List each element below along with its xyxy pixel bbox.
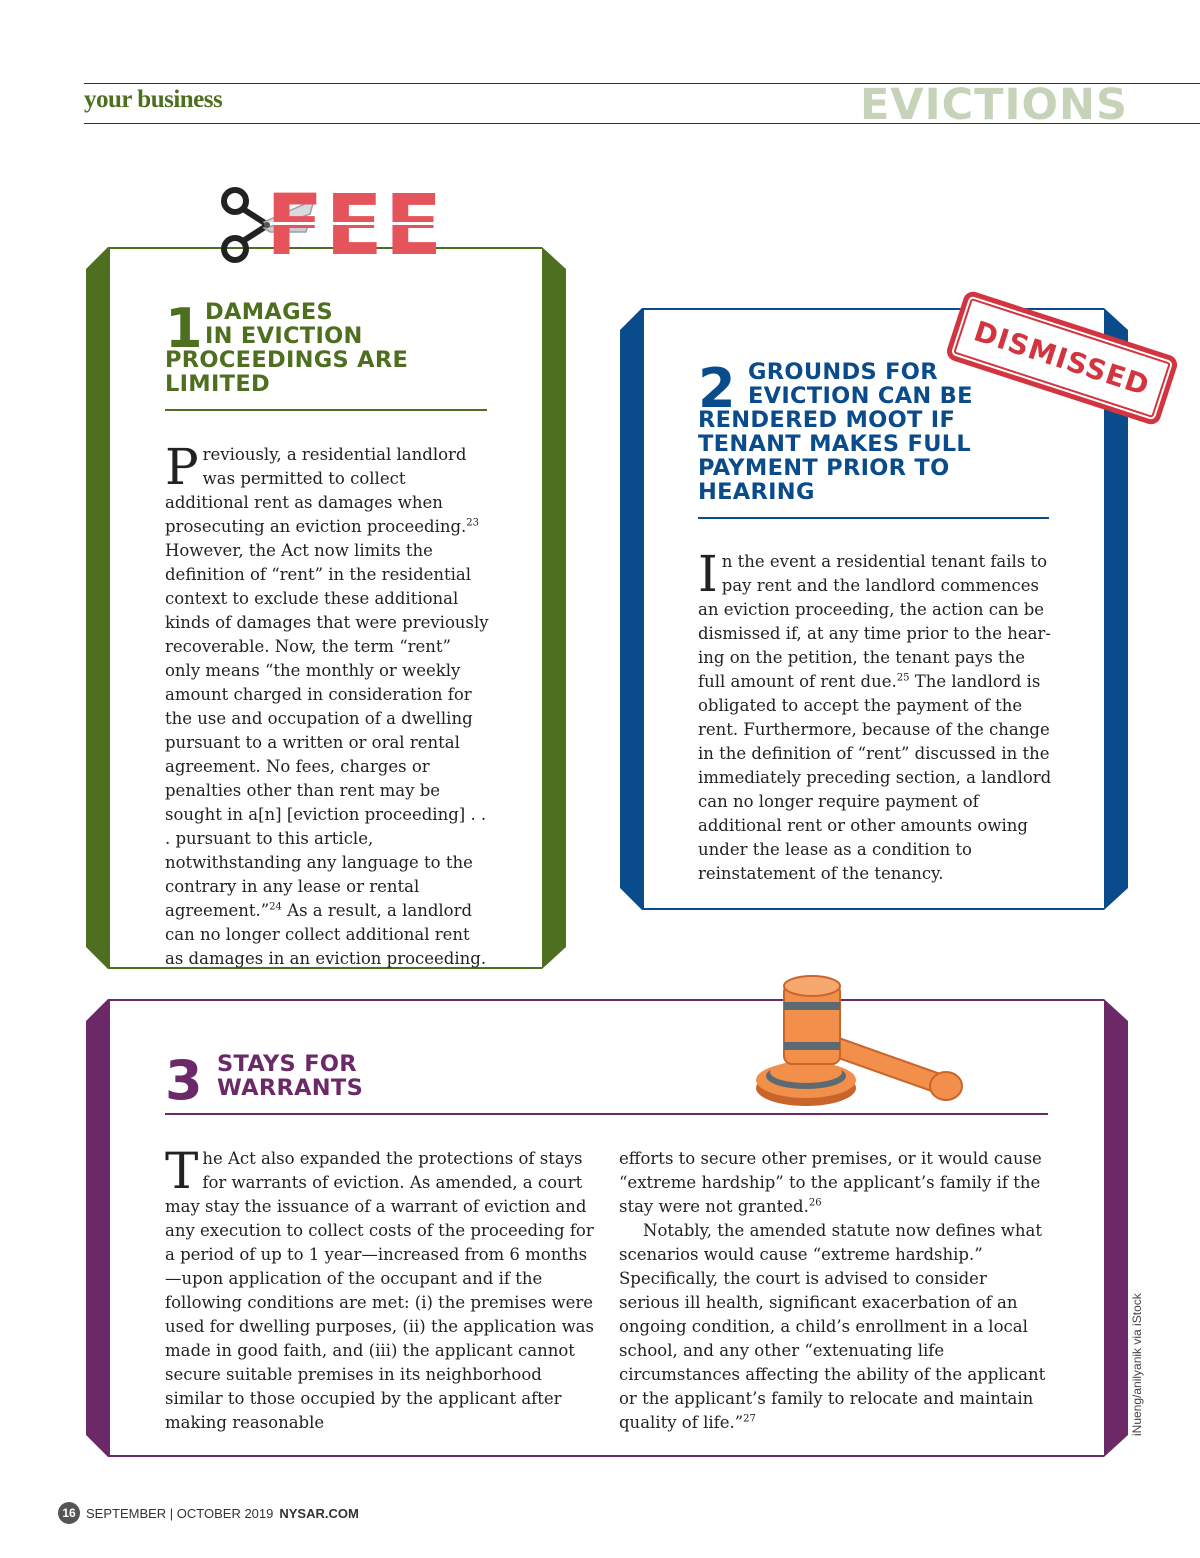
section-2-heading-line: EVICTION CAN BE	[748, 383, 973, 409]
section-3-number: 3	[165, 1049, 203, 1112]
section-2-heading-line: RENDERED MOOT IF	[698, 407, 956, 433]
section-1-divider	[165, 409, 487, 411]
photo-credit: iNueng/anilyanik via iStock	[1130, 1293, 1144, 1436]
section-3-divider	[165, 1113, 1048, 1115]
page-number: 16	[58, 1502, 80, 1524]
section-1-heading-line: IN EVICTION	[205, 323, 363, 349]
section-3-dropcap: T	[165, 1142, 199, 1200]
section-3-paragraph: efforts to secure other premises, or it would cause “extreme hardship” to the applicant’s family if the stay were not granted.	[619, 1149, 1042, 1216]
section-1-heading-line: LIMITED	[165, 371, 270, 397]
section-1-heading	[165, 297, 485, 400]
section-2-paragraph: n the event a residential tenant fails to pay rent and the landlord commences an eviction proceeding, the action can be dismissed if, at any time prior to the hearing on the petition, the tenant pays the full amount of rent due.	[698, 552, 1051, 691]
section-2-divider	[698, 517, 1049, 519]
section-1-paragraph: reviously, a residential landlord was permitted to collect additional rent as damages when prosecuting an eviction proceeding.	[165, 445, 467, 536]
footnote-ref: 24	[269, 901, 282, 913]
section-1-number: 1	[165, 297, 203, 360]
section-2-heading-line: GROUNDS FOR	[748, 359, 938, 385]
footnote-ref: 26	[808, 1197, 822, 1209]
section-2-number: 2	[698, 357, 736, 420]
section-3-heading	[165, 1049, 465, 1112]
section-2-dropcap: I	[698, 545, 718, 603]
section-2-paragraph: The landlord is obligated to accept the payment of the rent. Furthermore, because of the change in the definition of “rent” discussed in the immediately preceding section, a landlord can no longer require payment of additional rent or other amounts owing under the lease as a condition to reinstatement of the tenancy.	[698, 672, 1052, 883]
section-1-dropcap: P	[165, 438, 199, 496]
section-1-paragraph: However, the Act now limits the definition of “rent” in the residential context to exclude these additional kinds of damages that were previously recoverable. Now, the term “rent” only means “the monthly or weekly amount charged in consideration for the use and occupation of a dwelling pursuant to a written or oral rental agreement. No fees, charges or penalties other than rent may be sought in a[n] [eviction proceeding] . . . pursuant to this article, notwithstanding any language to the contrary in any lease or rental agreement.”	[165, 541, 489, 920]
fee-cut-line	[270, 222, 450, 225]
section-3-heading-line: WARRANTS	[217, 1075, 364, 1101]
section-name: EVICTIONS	[859, 80, 1128, 130]
section-3-body-col1	[165, 1142, 597, 1435]
section-1-paragraph: As a result, a landlord can no longer collect additional rent as damages in an eviction proceeding.	[165, 901, 487, 968]
footer-site: NYSAR.COM	[279, 1505, 359, 1521]
gavel-icon	[750, 972, 966, 1110]
header-bottom-rule	[84, 123, 1200, 124]
section-2-heading-line: PAYMENT PRIOR TO	[698, 455, 950, 481]
section-3-paragraph: Notably, the amended statute now defines what scenarios would cause “extreme hardship.” Specifically, the court is advised to consider serious ill health, significant exacerbation of an ongoing condition, a child’s enrollment in a local school, and any other “extenuating life circumstances affecting the ability of the applicant or the applicant’s family to relocate and maintain quality of life.”	[619, 1221, 1046, 1432]
section-3-paragraph: he Act also expanded the protections of stays for warrants of eviction. As amended, a court may stay the issuance of a warrant of eviction and any execution to collect costs of the proceeding for a period of up to 1 year—increased from 6 months—upon application of the occupant and if the following conditions are met: (i) the premises were used for dwelling purposes, (ii) the application was made in good faith, and (iii) the applicant cannot secure suitable premises in its neighborhood similar to those occupied by the applicant after making reasonable	[165, 1149, 594, 1432]
footnote-ref: 25	[896, 672, 910, 684]
section-3-heading-line: STAYS FOR	[217, 1051, 357, 1077]
section-label: your business	[84, 86, 223, 113]
section-1-body	[165, 438, 490, 971]
section-2-body	[698, 545, 1054, 886]
section-2-heading-line: TENANT MAKES FULL	[698, 431, 972, 457]
section-1-heading-line: DAMAGES	[205, 299, 334, 325]
section-1-heading-line: PROCEEDINGS ARE	[165, 347, 409, 373]
section-2-heading-line: HEARING	[698, 479, 815, 505]
fee-word: FEE	[266, 176, 445, 274]
footnote-ref: 23	[466, 517, 480, 529]
footer-issue: SEPTEMBER | OCTOBER 2019	[86, 1505, 274, 1521]
section-3-body-col2	[619, 1147, 1047, 1435]
footnote-ref: 27	[743, 1413, 756, 1425]
section-2-heading	[698, 357, 1058, 510]
stamp-text: DISMISSED	[970, 314, 1154, 402]
footer	[58, 1502, 359, 1524]
